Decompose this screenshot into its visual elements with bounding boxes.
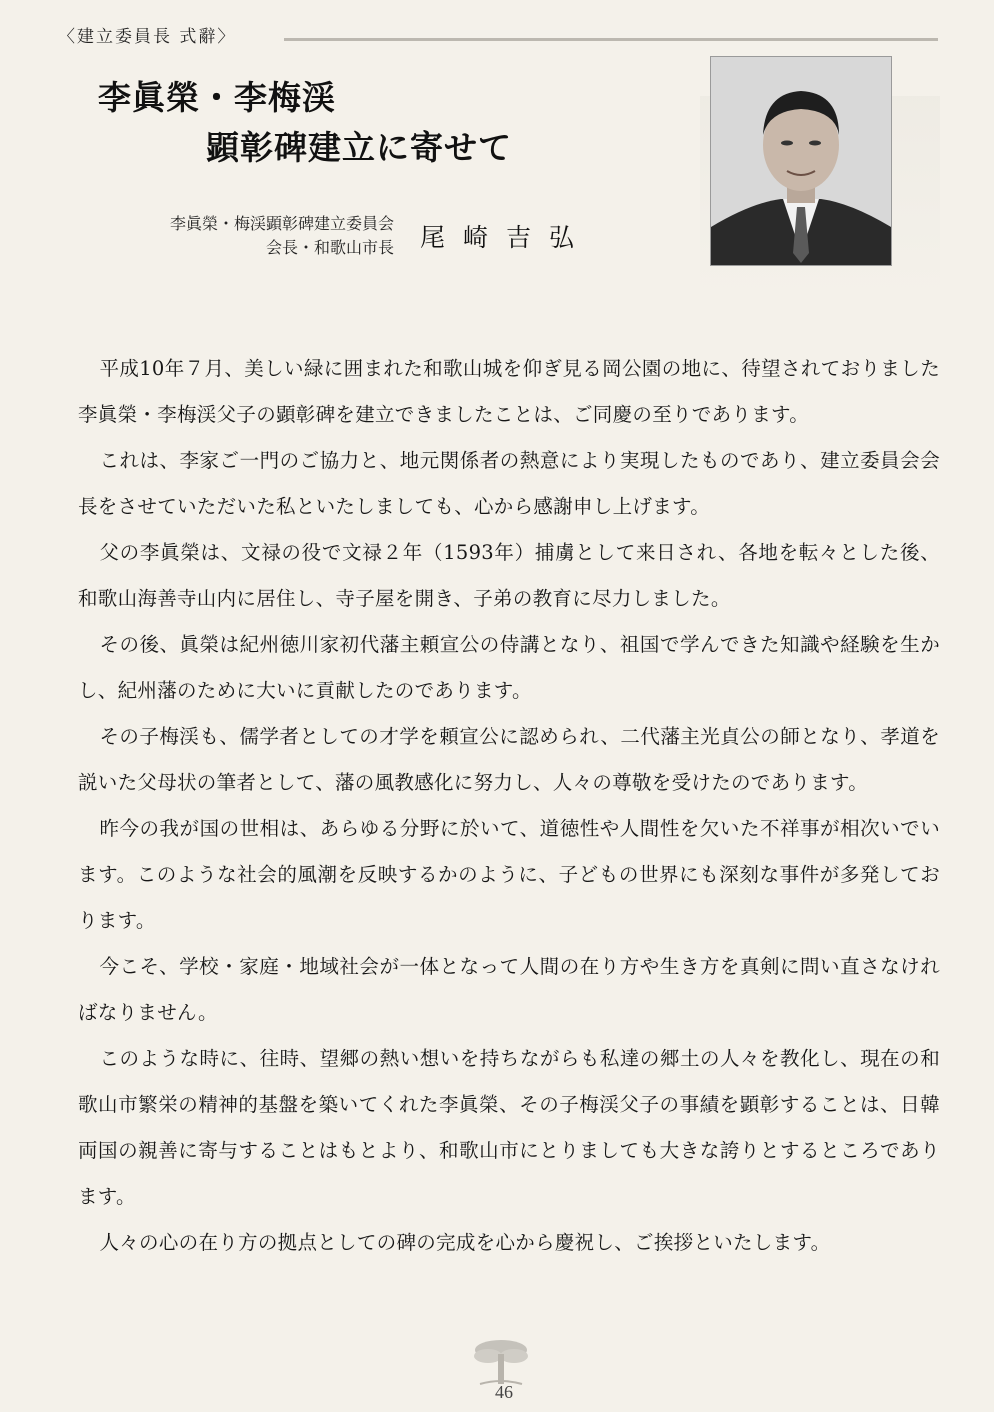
body-text xyxy=(78,346,940,1266)
author-role-2: 会長・和歌山市長 xyxy=(266,238,395,257)
paragraph-5: その子梅渓も、儒学者としての才学を頼宣公に認められ、二代藩主光貞公の師となり、孝道を説いた父母状の筆者として、藩の風教感化に努力し、人々の尊敬を受けたのであります。 xyxy=(78,725,940,794)
section-tag: 〈建立委員長 式辭〉 xyxy=(58,27,237,47)
paragraph-1: 平成10年７月、美しい緑に囲まれた和歌山城を仰ぎ見る岡公園の地に、待望されておりました李眞榮・李梅渓父子の顕彰碑を建立できましたことは、ご同慶の至りであります。 xyxy=(78,357,940,426)
paragraph-4: その後、眞榮は紀州徳川家初代藩主頼宣公の侍講となり、祖国で学んできた知識や経験を生かし、紀州藩のために大いに貢献したのであります。 xyxy=(78,633,940,702)
header-rule xyxy=(284,38,938,41)
author-role-1: 李眞榮・梅渓顕彰碑建立委員会 xyxy=(170,214,395,233)
paragraph-2: これは、李家ご一門のご協力と、地元関係者の熱意により実現したものであり、建立委員会会長をさせていただいた私といたしましても、心から感謝申し上げます。 xyxy=(78,449,940,518)
tree-icon xyxy=(470,1336,532,1388)
paragraph-6: 昨今の我が国の世相は、あらゆる分野に於いて、道徳性や人間性を欠いた不祥事が相次いでいます。このような社会的風潮を反映するかのように、子どもの世界にも深刻な事件が多発しております。 xyxy=(78,817,940,932)
author-name: 尾崎吉弘 xyxy=(420,223,593,252)
portrait-photo xyxy=(710,56,892,266)
paragraph-9: 人々の心の在り方の拠点としての碑の完成を心から慶祝し、ご挨拶といたします。 xyxy=(99,1231,831,1254)
title-line-1: 李眞榮・李梅渓 xyxy=(98,78,336,117)
paragraph-7: 今こそ、学校・家庭・地域社会が一体となって人間の在り方や生き方を真剣に問い直さなければなりません。 xyxy=(78,955,940,1024)
author-roles xyxy=(170,212,394,260)
portrait-illustration xyxy=(711,57,891,265)
title-line-2: 顕彰碑建立に寄せて xyxy=(206,128,512,167)
paragraph-8: このような時に、往時、望郷の熱い想いを持ちながらも私達の郷土の人々を教化し、現在の和歌山市繁栄の精神的基盤を築いてくれた李眞榮、その子梅渓父子の事績を顕彰することは、日韓両国の親善に寄与することはもとより、和歌山市にとりましても大きな誇りとするところであります。 xyxy=(78,1047,940,1208)
paragraph-3: 父の李眞榮は、文禄の役で文禄２年（1593年）捕虜として来日され、各地を転々とした後、和歌山海善寺山内に居住し、寺子屋を開き、子弟の教育に尽力しました。 xyxy=(78,541,940,610)
page-number: 46 xyxy=(495,1382,513,1402)
author-block xyxy=(170,212,592,260)
